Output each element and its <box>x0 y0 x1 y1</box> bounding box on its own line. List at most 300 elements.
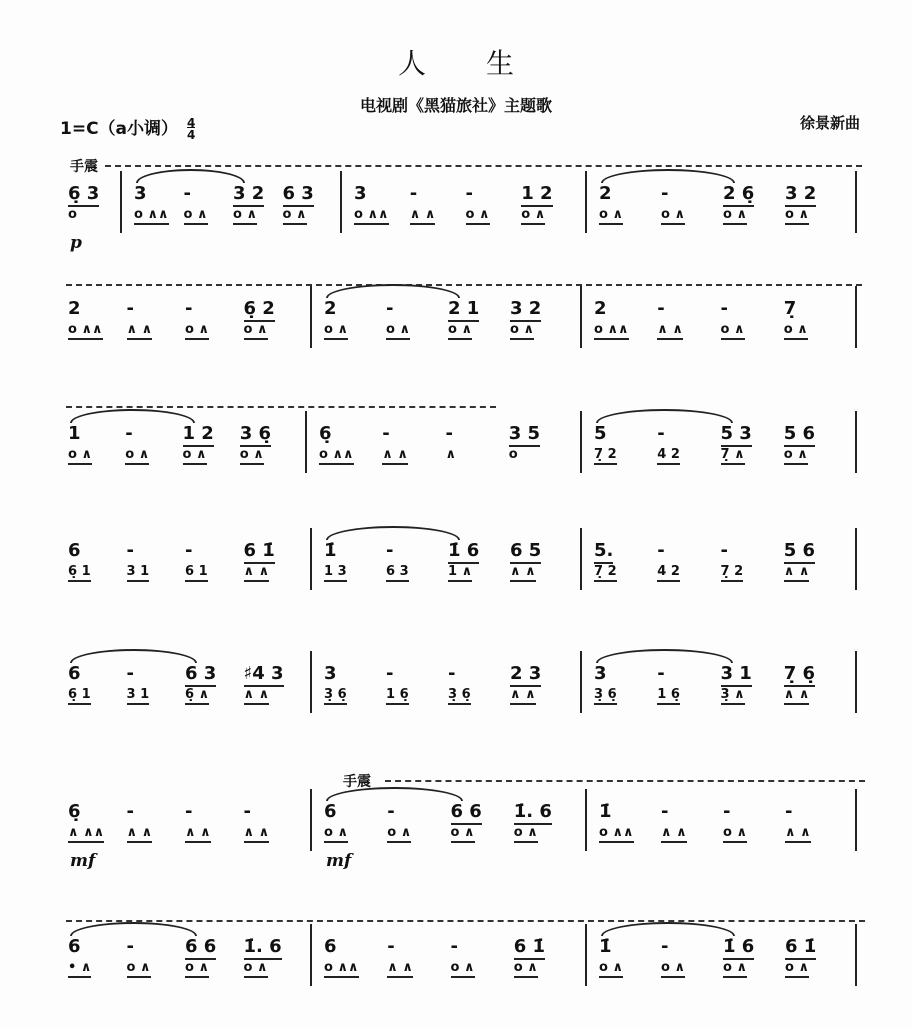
melody-note <box>134 183 184 204</box>
note-text: - <box>657 298 665 319</box>
barline <box>580 411 582 473</box>
melody-note <box>785 936 847 957</box>
note-text: 1 6̣ <box>657 687 680 705</box>
time-signature <box>187 117 195 141</box>
note-text: 6 <box>68 663 81 684</box>
note-text: - <box>387 936 395 957</box>
accompaniment-note <box>127 564 186 579</box>
accompaniment-line <box>594 322 847 337</box>
measure <box>68 298 302 358</box>
melody-note <box>386 298 448 319</box>
accompaniment-line <box>599 207 847 222</box>
melody-note <box>185 936 244 957</box>
note-text: ∧ ∧∧ <box>68 825 104 843</box>
note-text: o ∧ <box>240 447 264 465</box>
accompaniment-line <box>324 960 577 975</box>
note-text: o ∧ <box>514 825 538 843</box>
measure <box>319 423 572 483</box>
accompaniment-note <box>785 825 847 840</box>
accompaniment-note <box>244 960 303 975</box>
melody-note <box>185 663 244 684</box>
note-text: o ∧ <box>127 960 151 978</box>
note-text: 5 6 <box>784 540 815 564</box>
note-text: - <box>657 540 665 561</box>
note-text: 2 3 <box>510 663 541 687</box>
note-text: o ∧ <box>514 960 538 978</box>
barline <box>310 789 312 851</box>
accompaniment-note <box>283 207 333 222</box>
note-text: 7̣ 2 <box>594 447 617 465</box>
note-text: o <box>508 447 518 462</box>
melody-note <box>127 540 186 561</box>
melody-note <box>721 298 784 319</box>
note-text: o ∧ <box>386 322 410 340</box>
accompaniment-note <box>448 564 510 579</box>
dynamic-marking: mf <box>326 851 352 871</box>
note-text: ∧ ∧ <box>127 322 153 340</box>
accompaniment-note <box>510 322 572 337</box>
melody-line <box>594 423 847 444</box>
accompaniment-line <box>324 564 572 579</box>
melody-note <box>599 801 661 822</box>
accompaniment-note <box>240 447 297 462</box>
note-text: o ∧ <box>661 207 685 225</box>
slur-mark <box>326 526 460 540</box>
note-text: - <box>720 298 728 319</box>
melody-line <box>68 663 302 684</box>
note-text: o ∧∧ <box>134 207 169 225</box>
note-text: - <box>445 423 453 444</box>
time-top: 4 <box>186 116 196 130</box>
accompaniment-note <box>510 687 572 702</box>
note-text: 5. <box>594 540 613 564</box>
note-text: o ∧ <box>661 960 685 978</box>
melody-line <box>68 298 302 319</box>
accompaniment-line <box>68 322 302 337</box>
note-text: - <box>185 298 193 319</box>
note-text: o ∧ <box>466 207 490 225</box>
note-text: - <box>657 423 665 444</box>
trill-line <box>66 406 496 408</box>
melody-note <box>451 936 514 957</box>
note-text: ∧ ∧ <box>244 687 270 705</box>
measure <box>599 801 847 861</box>
melody-note <box>599 936 661 957</box>
melody-note <box>184 183 234 204</box>
accompaniment-note <box>721 322 784 337</box>
melody-line <box>68 423 297 444</box>
note-text: 6̣ 1 <box>68 564 91 582</box>
accompaniment-line <box>68 825 302 840</box>
melody-note <box>382 423 445 444</box>
accompaniment-note <box>68 564 127 579</box>
accompaniment-note <box>446 447 509 462</box>
note-text: o ∧ <box>510 322 534 340</box>
accompaniment-note <box>721 687 784 702</box>
note-text: 4 2 <box>657 564 680 582</box>
melody-note <box>784 298 847 319</box>
measure <box>68 423 297 483</box>
melody-note <box>127 298 186 319</box>
accompaniment-line <box>68 447 297 462</box>
melody-line <box>594 663 847 684</box>
melody-note <box>410 183 466 204</box>
barline <box>585 924 587 986</box>
note-text: 7̣ <box>783 298 797 319</box>
measure <box>594 663 847 723</box>
accompaniment-note <box>785 960 847 975</box>
accompaniment-note <box>594 447 657 462</box>
melody-note <box>244 298 303 319</box>
note-text: 6̣ 2 <box>244 298 275 322</box>
note-text: ∧ ∧ <box>510 564 536 582</box>
measure <box>599 183 847 243</box>
accompaniment-note <box>125 447 182 462</box>
melody-note <box>721 423 784 444</box>
note-text: o ∧ <box>244 322 268 340</box>
melody-line <box>599 183 847 204</box>
note-text: ∧ ∧ <box>784 687 810 705</box>
accompaniment-note <box>324 564 386 579</box>
accompaniment-note <box>723 207 785 222</box>
slur-mark <box>596 649 733 663</box>
note-text: - <box>185 540 193 561</box>
measure <box>594 423 847 483</box>
measure <box>599 936 847 996</box>
accompaniment-note <box>521 207 577 222</box>
melody-note <box>354 183 410 204</box>
note-text: - <box>243 801 251 822</box>
note-text: ∧ ∧ <box>410 207 436 225</box>
melody-note <box>657 423 720 444</box>
note-text: 6 <box>324 801 337 822</box>
melody-note <box>509 423 572 444</box>
note-text: ∧ ∧ <box>785 825 811 843</box>
note-text: o ∧ <box>784 447 808 465</box>
note-text: 3̣ 6̣ <box>594 687 617 705</box>
note-text: o ∧ <box>324 825 348 843</box>
measure <box>68 183 112 253</box>
note-text: o ∧ <box>451 960 475 978</box>
key-text: 1=C（a小调） <box>60 119 179 139</box>
accompaniment-note <box>514 825 577 840</box>
note-text: - <box>448 663 456 684</box>
note-text: 1 ∧ <box>448 564 472 582</box>
melody-note <box>183 423 240 444</box>
note-text: - <box>785 801 793 822</box>
accompaniment-note <box>127 825 186 840</box>
note-text: o ∧∧ <box>319 447 354 465</box>
note-text: o ∧ <box>233 207 257 225</box>
accompaniment-note <box>785 207 847 222</box>
note-text: 3 1 <box>127 564 150 582</box>
accompaniment-note <box>127 687 186 702</box>
note-text: 6 3 <box>283 183 314 207</box>
note-text: 3̣ 6̣ <box>324 687 347 705</box>
note-text: • ∧ <box>68 960 91 978</box>
song-subtitle: 电视剧《黑猫旅社》主题歌 <box>359 96 552 115</box>
accompaniment-line <box>68 960 302 975</box>
measure <box>68 540 302 600</box>
accompaniment-note <box>185 322 244 337</box>
melody-note <box>723 936 785 957</box>
note-text: 1̇. 6 <box>244 936 282 960</box>
accompaniment-line <box>68 564 302 579</box>
melody-note <box>185 298 244 319</box>
accompaniment-note <box>68 960 127 975</box>
note-text: 1 2 <box>183 423 214 447</box>
note-text: 3 2 <box>233 183 264 207</box>
melody-note <box>244 663 303 684</box>
melody-note <box>386 540 448 561</box>
note-text: 7̣ ∧ <box>721 447 745 465</box>
melody-line <box>324 801 577 822</box>
accompaniment-note <box>68 825 127 840</box>
note-text: o ∧ <box>599 207 623 225</box>
note-text: 3 <box>354 183 367 204</box>
barline <box>580 286 582 348</box>
melody-note <box>324 936 387 957</box>
melody-note <box>244 801 303 822</box>
accompaniment-line <box>324 687 572 702</box>
note-text: 1̇ 6 <box>448 540 479 564</box>
note-text: 5 3 <box>721 423 752 447</box>
note-text: o ∧ <box>324 322 348 340</box>
accompaniment-note <box>599 960 661 975</box>
melody-note <box>319 423 382 444</box>
melody-note <box>784 663 847 684</box>
note-text: 1̇ 6 <box>723 936 754 960</box>
note-text: ∧ ∧ <box>387 960 413 978</box>
melody-note <box>784 540 847 561</box>
accompaniment-note <box>244 564 303 579</box>
slur-mark <box>326 284 460 298</box>
note-text: o ∧ <box>785 207 809 225</box>
note-text: o ∧∧ <box>68 322 103 340</box>
note-text: 6 3 <box>185 663 216 687</box>
barline <box>855 528 857 590</box>
melody-line <box>324 540 572 561</box>
accompaniment-line <box>324 322 572 337</box>
note-text: - <box>465 183 473 204</box>
note-text: 7̣ 2 <box>594 564 617 582</box>
melody-line <box>594 298 847 319</box>
accompaniment-note <box>386 687 448 702</box>
note-text: ∧ ∧ <box>127 825 153 843</box>
measure <box>68 936 302 996</box>
note-text: 1̇ <box>599 801 612 822</box>
note-text: 3 2 <box>510 298 541 322</box>
note-text: 6̣ 1 <box>68 687 91 705</box>
note-text: ∧ ∧ <box>784 564 810 582</box>
note-text: 5 <box>594 423 607 444</box>
note-text: o ∧ <box>283 207 307 225</box>
melody-note <box>594 540 657 561</box>
note-text: o ∧ <box>785 960 809 978</box>
accompaniment-note <box>244 322 303 337</box>
note-text: ♯4 3 <box>244 663 284 687</box>
slur-mark <box>136 169 245 183</box>
note-text: o <box>68 207 77 222</box>
note-text: 6 5 <box>510 540 541 564</box>
measure <box>324 298 572 358</box>
accompaniment-note <box>721 564 784 579</box>
accompaniment-note <box>784 687 847 702</box>
melody-note <box>661 801 723 822</box>
melody-note <box>68 663 127 684</box>
note-text: 6 1̇ <box>244 540 275 564</box>
melody-note <box>244 540 303 561</box>
melody-note <box>657 663 720 684</box>
accompaniment-note <box>68 322 127 337</box>
melody-note <box>244 936 303 957</box>
note-text: 3 2 <box>785 183 816 207</box>
barline <box>310 924 312 986</box>
accompaniment-note <box>723 960 785 975</box>
note-text: ∧ ∧ <box>244 825 270 843</box>
note-text: 1 6̣ <box>386 687 409 705</box>
measure <box>324 801 577 871</box>
melody-note <box>233 183 283 204</box>
accompaniment-note <box>185 825 244 840</box>
note-text: - <box>126 936 134 957</box>
melody-note <box>521 183 577 204</box>
note-text: 1̇ <box>599 936 612 957</box>
melody-note <box>514 801 577 822</box>
note-text: 6 3 <box>386 564 409 582</box>
trill-label: 手震 <box>70 159 98 175</box>
accompaniment-note <box>387 960 450 975</box>
accompaniment-line <box>594 564 847 579</box>
note-text: 2 6̣ <box>723 183 754 207</box>
note-text: 4 2 <box>657 447 680 465</box>
accompaniment-note <box>134 207 184 222</box>
note-text: o ∧ <box>185 322 209 340</box>
barline <box>855 171 857 233</box>
barline <box>855 651 857 713</box>
accompaniment-note <box>68 207 112 222</box>
accompaniment-note <box>451 960 514 975</box>
accompaniment-note <box>661 960 723 975</box>
barline <box>855 924 857 986</box>
note-text: 3 1 <box>721 663 752 687</box>
accompaniment-note <box>661 207 723 222</box>
melody-line <box>134 183 332 204</box>
barline <box>855 789 857 851</box>
melody-line <box>68 540 302 561</box>
melody-note <box>324 801 387 822</box>
note-text: o ∧ <box>723 960 747 978</box>
melody-note <box>446 423 509 444</box>
note-text: o ∧ <box>183 447 207 465</box>
accompaniment-note <box>448 322 510 337</box>
melody-note <box>68 936 127 957</box>
note-text: 6̣ 3 <box>68 183 99 207</box>
note-text: 6 <box>68 540 81 561</box>
accompaniment-note <box>382 447 445 462</box>
accompaniment-line <box>354 207 577 222</box>
note-text: ∧ ∧ <box>661 825 687 843</box>
trill-label: 手震 <box>343 774 371 790</box>
measure <box>68 801 302 871</box>
accompaniment-note <box>244 687 303 702</box>
note-text: ∧ ∧ <box>185 825 211 843</box>
accompaniment-note <box>448 687 510 702</box>
accompaniment-note <box>185 564 244 579</box>
note-text: - <box>657 663 665 684</box>
accompaniment-note <box>599 207 661 222</box>
measure <box>594 540 847 600</box>
accompaniment-line <box>599 825 847 840</box>
accompaniment-note <box>451 825 514 840</box>
barline <box>340 171 342 233</box>
time-bottom: 4 <box>186 128 196 142</box>
note-text: - <box>185 801 193 822</box>
note-text: - <box>723 801 731 822</box>
accompaniment-note <box>127 322 186 337</box>
note-text: - <box>409 183 418 204</box>
melody-note <box>785 183 847 204</box>
note-text: o ∧ <box>185 960 209 978</box>
note-text: 3̣ 6̣ <box>448 687 471 705</box>
melody-note <box>594 423 657 444</box>
melody-note <box>723 801 785 822</box>
accompaniment-note <box>324 825 387 840</box>
melody-line <box>354 183 577 204</box>
note-text: 3 5 <box>509 423 540 447</box>
note-text: - <box>661 936 669 957</box>
melody-note <box>594 298 657 319</box>
note-text: - <box>661 801 669 822</box>
melody-note <box>185 540 244 561</box>
accompaniment-note <box>233 207 283 222</box>
melody-note <box>657 298 720 319</box>
note-text: o ∧ <box>387 825 411 843</box>
melody-note <box>448 540 510 561</box>
melody-note <box>514 936 577 957</box>
accompaniment-line <box>599 960 847 975</box>
note-text: - <box>125 423 133 444</box>
note-text: 1 2 <box>521 183 552 207</box>
dynamic-marking: mf <box>70 851 96 871</box>
note-text: - <box>386 663 394 684</box>
barline <box>305 411 307 473</box>
accompaniment-note <box>324 322 386 337</box>
measure <box>594 298 847 358</box>
melody-note <box>451 801 514 822</box>
accompaniment-note <box>723 825 785 840</box>
slur-mark <box>601 922 735 936</box>
melody-note <box>68 423 125 444</box>
note-text: - <box>720 540 728 561</box>
melody-note <box>324 298 386 319</box>
note-text: 6 6 <box>185 936 216 960</box>
note-text: 6̣ ∧ <box>185 687 209 705</box>
melody-note <box>599 183 661 204</box>
note-text: 2 <box>324 298 337 319</box>
melody-line <box>599 936 847 957</box>
barline <box>580 651 582 713</box>
measure <box>134 183 332 243</box>
melody-note <box>68 540 127 561</box>
note-text: 3 6̣ <box>240 423 271 447</box>
accompaniment-note <box>784 322 847 337</box>
accompaniment-note <box>324 960 387 975</box>
accompaniment-note <box>354 207 410 222</box>
melody-note <box>657 540 720 561</box>
note-text: o ∧ <box>721 322 745 340</box>
melody-note <box>127 801 186 822</box>
